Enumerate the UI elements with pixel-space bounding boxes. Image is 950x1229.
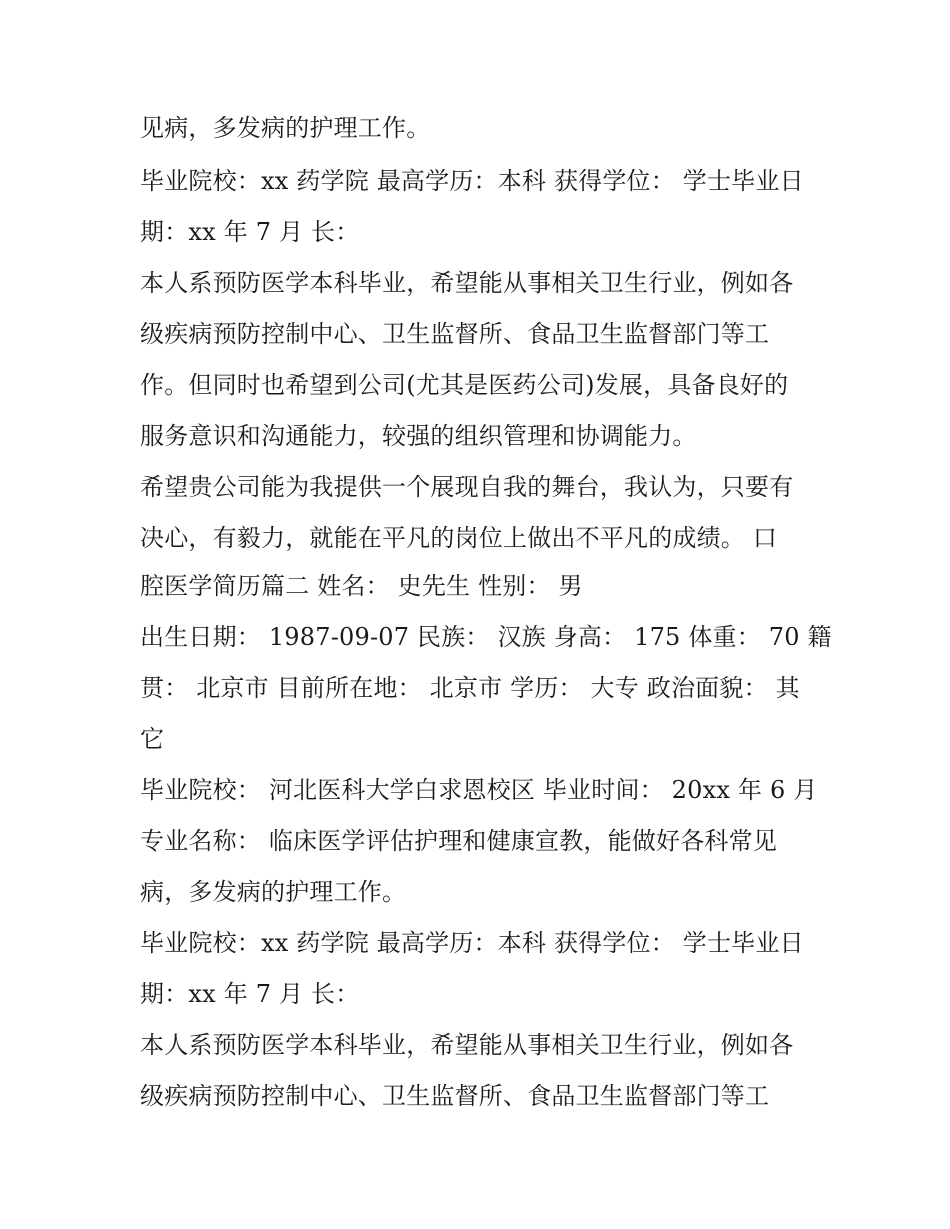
text-line: 毕业院校：xx 药学院 最高学历：本科 获得学位： 学士毕业日 (140, 167, 804, 195)
text-line: 期：xx 年 7 月 长： (140, 980, 360, 1008)
text-line: 贯： 北京市 目前所在地： 北京市 学历： 大专 政治面貌： 其 (140, 674, 800, 702)
text-line: 毕业院校： 河北医科大学白求恩校区 毕业时间： 20xx 年 6 月 (140, 776, 818, 804)
text-line: 腔医学简历篇二 姓名： 史先生 性别： 男 (140, 572, 583, 600)
text-line: 出生日期： 1987-09-07 民族： 汉族 身高： 175 体重： 70 籍 (140, 623, 832, 651)
text-line: 病，多发病的护理工作。 (140, 878, 407, 906)
text-line: 本人系预防医学本科毕业，希望能从事相关卫生行业，例如各 (140, 1031, 794, 1059)
text-line: 见病，多发病的护理工作。 (140, 114, 431, 142)
text-line: 作。但同时也希望到公司(尤其是医药公司)发展，具备良好的 (140, 371, 789, 399)
text-line: 级疾病预防控制中心、卫生监督所、食品卫生监督部门等工 (140, 320, 770, 348)
text-line: 本人系预防医学本科毕业，希望能从事相关卫生行业，例如各 (140, 269, 794, 297)
text-line: 希望贵公司能为我提供一个展现自我的舞台，我认为，只要有 (140, 473, 794, 501)
text-line: 专业名称： 临床医学评估护理和健康宣教，能做好各科常见 (140, 827, 778, 855)
text-line: 期：xx 年 7 月 长： (140, 218, 360, 246)
text-line: 级疾病预防控制中心、卫生监督所、食品卫生监督部门等工 (140, 1082, 770, 1110)
text-line: 决心，有毅力，就能在平凡的岗位上做出不平凡的成绩。 口 (140, 524, 778, 552)
text-line: 服务意识和沟通能力，较强的组织管理和协调能力。 (140, 422, 697, 450)
text-line: 毕业院校：xx 药学院 最高学历：本科 获得学位： 学士毕业日 (140, 929, 804, 957)
text-line: 它 (140, 725, 165, 753)
